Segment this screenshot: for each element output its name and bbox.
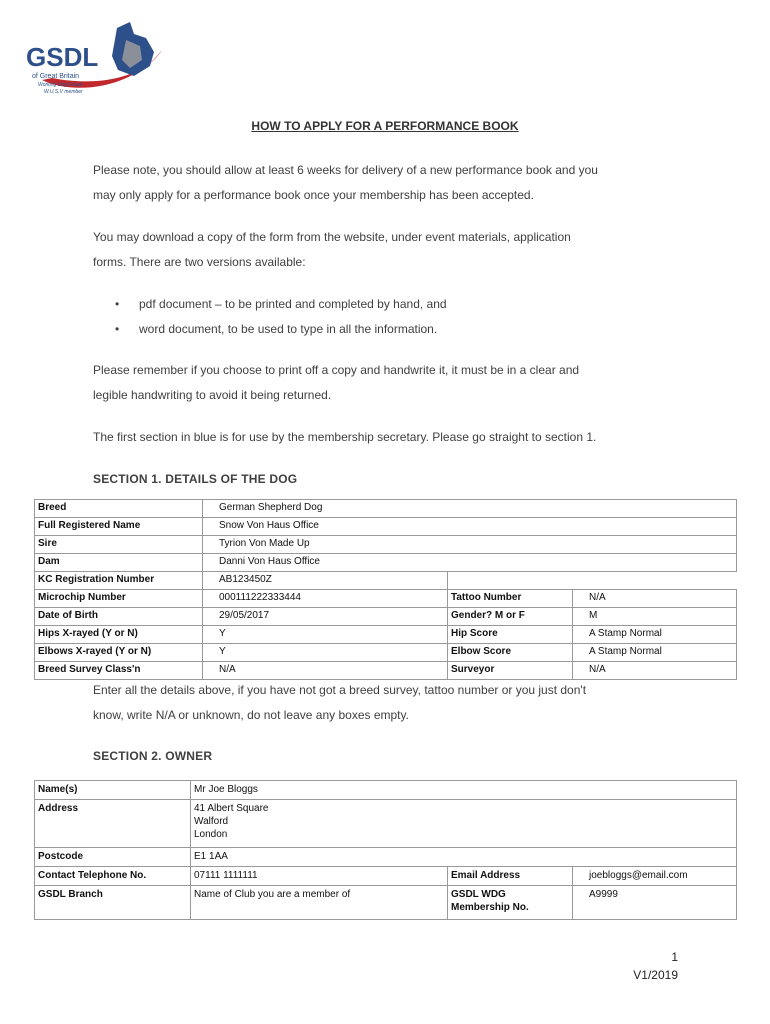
section-1-heading: SECTION 1. DETAILS OF THE DOG (93, 472, 298, 486)
intro-line-1: Please note, you should allow at least 6 weeks for delivery of a new performance book and you (93, 163, 598, 177)
hips-xrayed-label: Hips X-rayed (Y or N) (35, 626, 203, 644)
table-row (35, 518, 737, 536)
breed-field[interactable]: German Shepherd Dog (203, 500, 737, 518)
table-row (35, 536, 737, 554)
tattoo-field[interactable]: N/A (573, 590, 737, 608)
table-row (35, 590, 737, 608)
dam-label: Dam (35, 554, 203, 572)
table-row (35, 848, 737, 867)
bullet-icon: • (115, 297, 120, 311)
owner-table (34, 780, 737, 920)
hip-score-field[interactable]: A Stamp Normal (573, 626, 737, 644)
breed-survey-label: Breed Survey Class'n (35, 662, 203, 680)
address-line-2: Walford (194, 816, 229, 827)
dam-field[interactable]: Danni Von Haus Office (203, 554, 737, 572)
elbows-xrayed-label: Elbows X-rayed (Y or N) (35, 644, 203, 662)
instructions-line-2: know, write N/A or unknown, do not leave any boxes empty. (93, 707, 409, 722)
breed-label: Breed (35, 500, 203, 518)
download-line-2: forms. There are two versions available: (93, 254, 306, 269)
address-field[interactable] (191, 800, 737, 848)
hips-xrayed-field[interactable]: Y (203, 626, 448, 644)
table-row (35, 662, 737, 680)
dob-field[interactable]: 29/05/2017 (203, 608, 448, 626)
instructions-paragraph (93, 678, 693, 727)
hip-score-label: Hip Score (448, 626, 573, 644)
list-item-text: pdf document – to be printed and completed by hand, and (139, 297, 447, 311)
kc-registration-field[interactable]: AB123450Z (203, 572, 448, 590)
branch-field[interactable]: Name of Club you are a member of (191, 886, 448, 920)
elbow-score-label: Elbow Score (448, 644, 573, 662)
logo-subtitle-1: of Great Britain (32, 73, 80, 80)
table-row (35, 644, 737, 662)
list-item (93, 317, 447, 342)
download-line-1: You may download a copy of the form from the website, under event materials, application (93, 230, 571, 244)
section-note-paragraph (93, 425, 693, 450)
version-label: V1/2019 (633, 968, 678, 982)
table-row (35, 572, 737, 590)
bullet-icon: • (115, 322, 120, 336)
intro-line-2: may only apply for a performance book once your membership has been accepted. (93, 187, 534, 202)
empty-cell (448, 572, 737, 590)
membership-label-line-1: GSDL WDG (451, 889, 506, 900)
instructions-line-1: Enter all the details above, if you have not got a breed survey, tattoo number or you just don't (93, 683, 587, 697)
microchip-label: Microchip Number (35, 590, 203, 608)
logo-subtitle-3: W.U.S.V member (44, 89, 83, 95)
gsdl-logo (22, 20, 172, 100)
section-2-heading: SECTION 2. OWNER (93, 749, 213, 763)
telephone-label: Contact Telephone No. (35, 867, 191, 886)
branch-label: GSDL Branch (35, 886, 191, 920)
gender-label: Gender? M or F (448, 608, 573, 626)
breed-survey-field[interactable]: N/A (203, 662, 448, 680)
table-row (35, 500, 737, 518)
owner-name-field[interactable]: Mr Joe Bloggs (191, 781, 737, 800)
table-row (35, 867, 737, 886)
intro-paragraph (93, 158, 693, 207)
owner-name-label: Name(s) (35, 781, 191, 800)
dob-label: Date of Birth (35, 608, 203, 626)
logo-subtitle-2: Working Dog Group (38, 82, 83, 88)
address-line-1: 41 Albert Square (194, 803, 269, 814)
surveyor-field[interactable]: N/A (573, 662, 737, 680)
microchip-field[interactable]: 000111222333444 (203, 590, 448, 608)
versions-list (93, 292, 447, 342)
handwriting-line-2: legible handwriting to avoid it being returned. (93, 387, 332, 402)
dog-details-table (34, 499, 737, 680)
sire-field[interactable]: Tyrion Von Made Up (203, 536, 737, 554)
table-row (35, 886, 737, 920)
section-note-line: The first section in blue is for use by the membership secretary. Please go straight to section 1. (93, 430, 597, 444)
handwriting-line-1: Please remember if you choose to print off a copy and handwrite it, it must be in a clear and (93, 363, 580, 377)
membership-field[interactable]: A9999 (573, 886, 737, 920)
gsdl-logo-graphic (22, 20, 172, 100)
membership-label-line-2: Membership No. (451, 902, 529, 913)
membership-label (448, 886, 573, 920)
gender-field[interactable]: M (573, 608, 737, 626)
postcode-label: Postcode (35, 848, 191, 867)
table-row (35, 608, 737, 626)
handwriting-paragraph (93, 358, 693, 407)
list-item (93, 292, 447, 317)
logo-text: GSDL (26, 42, 99, 72)
registered-name-label: Full Registered Name (35, 518, 203, 536)
address-line-3: London (194, 829, 228, 840)
email-label: Email Address (448, 867, 573, 886)
telephone-field[interactable]: 07111 1111111 (191, 867, 448, 886)
sire-label: Sire (35, 536, 203, 554)
table-row (35, 626, 737, 644)
address-label: Address (35, 800, 191, 848)
email-field[interactable]: joebloggs@email.com (573, 867, 737, 886)
tattoo-label: Tattoo Number (448, 590, 573, 608)
download-paragraph (93, 225, 693, 274)
elbow-score-field[interactable]: A Stamp Normal (573, 644, 737, 662)
table-row (35, 554, 737, 572)
page-title: HOW TO APPLY FOR A PERFORMANCE BOOK (251, 119, 519, 133)
table-row (35, 800, 737, 848)
list-item-text: word document, to be used to type in all the information. (139, 322, 438, 336)
table-row (35, 781, 737, 800)
registered-name-field[interactable]: Snow Von Haus Office (203, 518, 737, 536)
postcode-field[interactable]: E1 1AA (191, 848, 737, 867)
page-number: 1 (671, 950, 678, 964)
elbows-xrayed-field[interactable]: Y (203, 644, 448, 662)
surveyor-label: Surveyor (448, 662, 573, 680)
kc-registration-label: KC Registration Number (35, 572, 203, 590)
